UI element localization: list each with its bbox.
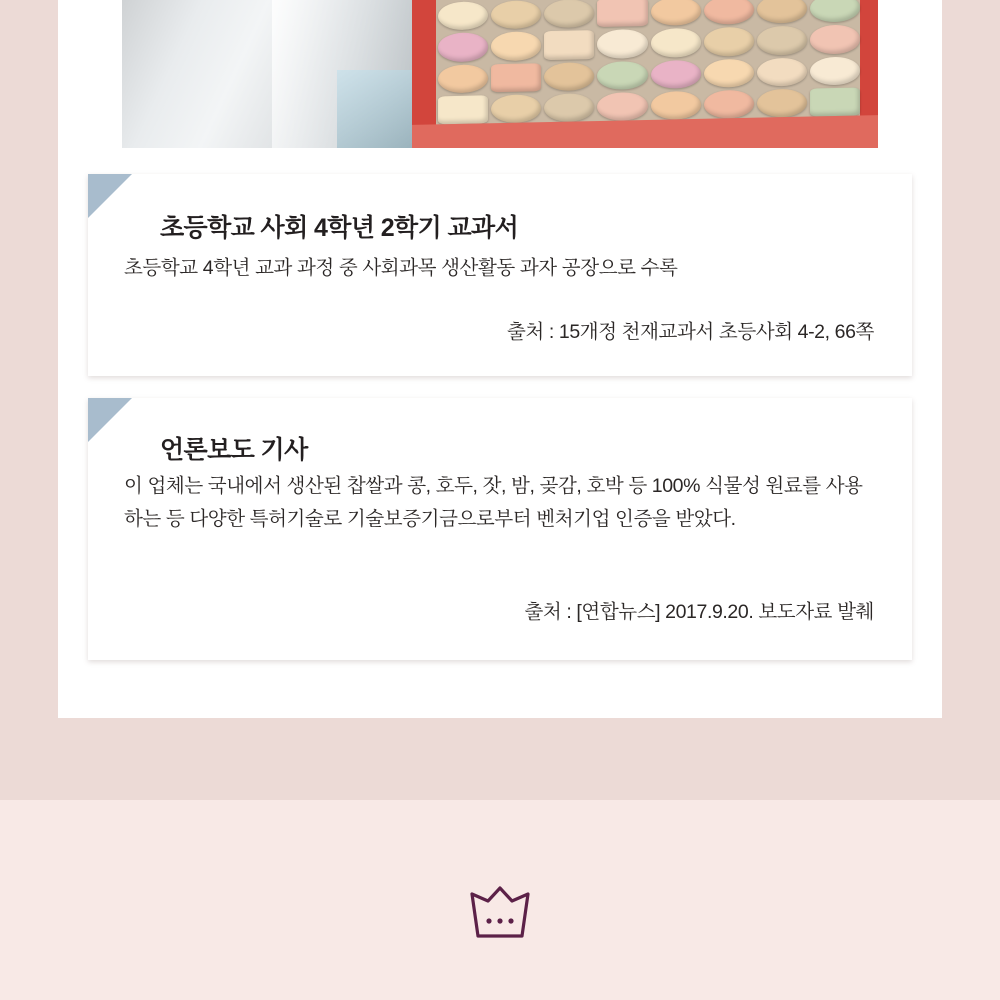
- textbook-citation-card: [88, 174, 912, 376]
- photo-sweet-item: [438, 1, 488, 30]
- photo-sweet-item: [491, 63, 541, 92]
- photo-sweet-item: [597, 0, 647, 27]
- photo-sweet-item: [544, 93, 594, 122]
- product-photo: [122, 0, 878, 148]
- crown-logo-icon: [468, 884, 532, 946]
- photo-sweet-item: [491, 94, 541, 123]
- photo-sweets-grid: [436, 0, 862, 126]
- photo-sweet-item: [651, 91, 701, 120]
- corner-fold-icon: [88, 174, 132, 218]
- photo-sweet-item: [438, 95, 488, 124]
- card-title: 언론보도 기사: [160, 436, 308, 464]
- photo-sweet-item: [438, 64, 488, 93]
- photo-sweet-item: [597, 29, 647, 58]
- photo-sweet-item: [757, 57, 807, 86]
- photo-sweet-item: [757, 0, 807, 24]
- photo-sweet-item: [810, 56, 860, 85]
- card-body-text: 이 업체는 국내에서 생산된 찹쌀과 콩, 호두, 잣, 밤, 곶감, 호박 등 100% 식물성 원료를 사용하는 등 다양한 특허기술로 기술보증기금으로부터 벤처기업 인증을 받았다.: [124, 475, 863, 530]
- photo-sweet-item: [491, 31, 541, 60]
- corner-fold-icon: [88, 398, 132, 442]
- photo-sweet-item: [544, 0, 594, 28]
- footer-logo: [0, 880, 1000, 950]
- photo-sweet-item: [438, 33, 488, 62]
- photo-sweet-item: [704, 0, 754, 25]
- photo-sweet-item: [704, 89, 754, 118]
- photo-sweet-item: [757, 88, 807, 117]
- photo-sweet-item: [704, 27, 754, 56]
- photo-sweet-item: [544, 62, 594, 91]
- photo-sweet-item: [651, 28, 701, 57]
- photo-sweet-item: [597, 92, 647, 121]
- photo-sweet-item: [651, 0, 701, 26]
- photo-sweet-item: [704, 58, 754, 87]
- card-body-text: 초등학교 4학년 교과 과정 중 사회과목 생산활동 과자 공장으로 수록: [124, 257, 678, 279]
- photo-sweet-item: [810, 25, 860, 54]
- card-source-text: 출처 : [연합뉴스] 2017.9.20. 보도자료 발췌: [524, 601, 874, 623]
- photo-sweet-item: [810, 87, 860, 116]
- photo-sweet-item: [491, 0, 541, 29]
- card-source-text: 출처 : 15개정 천재교과서 초등사회 4-2, 66쪽: [506, 321, 874, 343]
- photo-sweet-item: [651, 59, 701, 88]
- photo-sweet-item: [757, 26, 807, 55]
- photo-sweet-item: [810, 0, 860, 23]
- press-article-card: [88, 398, 912, 660]
- photo-sweet-item: [597, 60, 647, 89]
- card-title: 초등학교 사회 4학년 2학기 교과서: [160, 214, 519, 242]
- photo-sweet-item: [544, 30, 594, 59]
